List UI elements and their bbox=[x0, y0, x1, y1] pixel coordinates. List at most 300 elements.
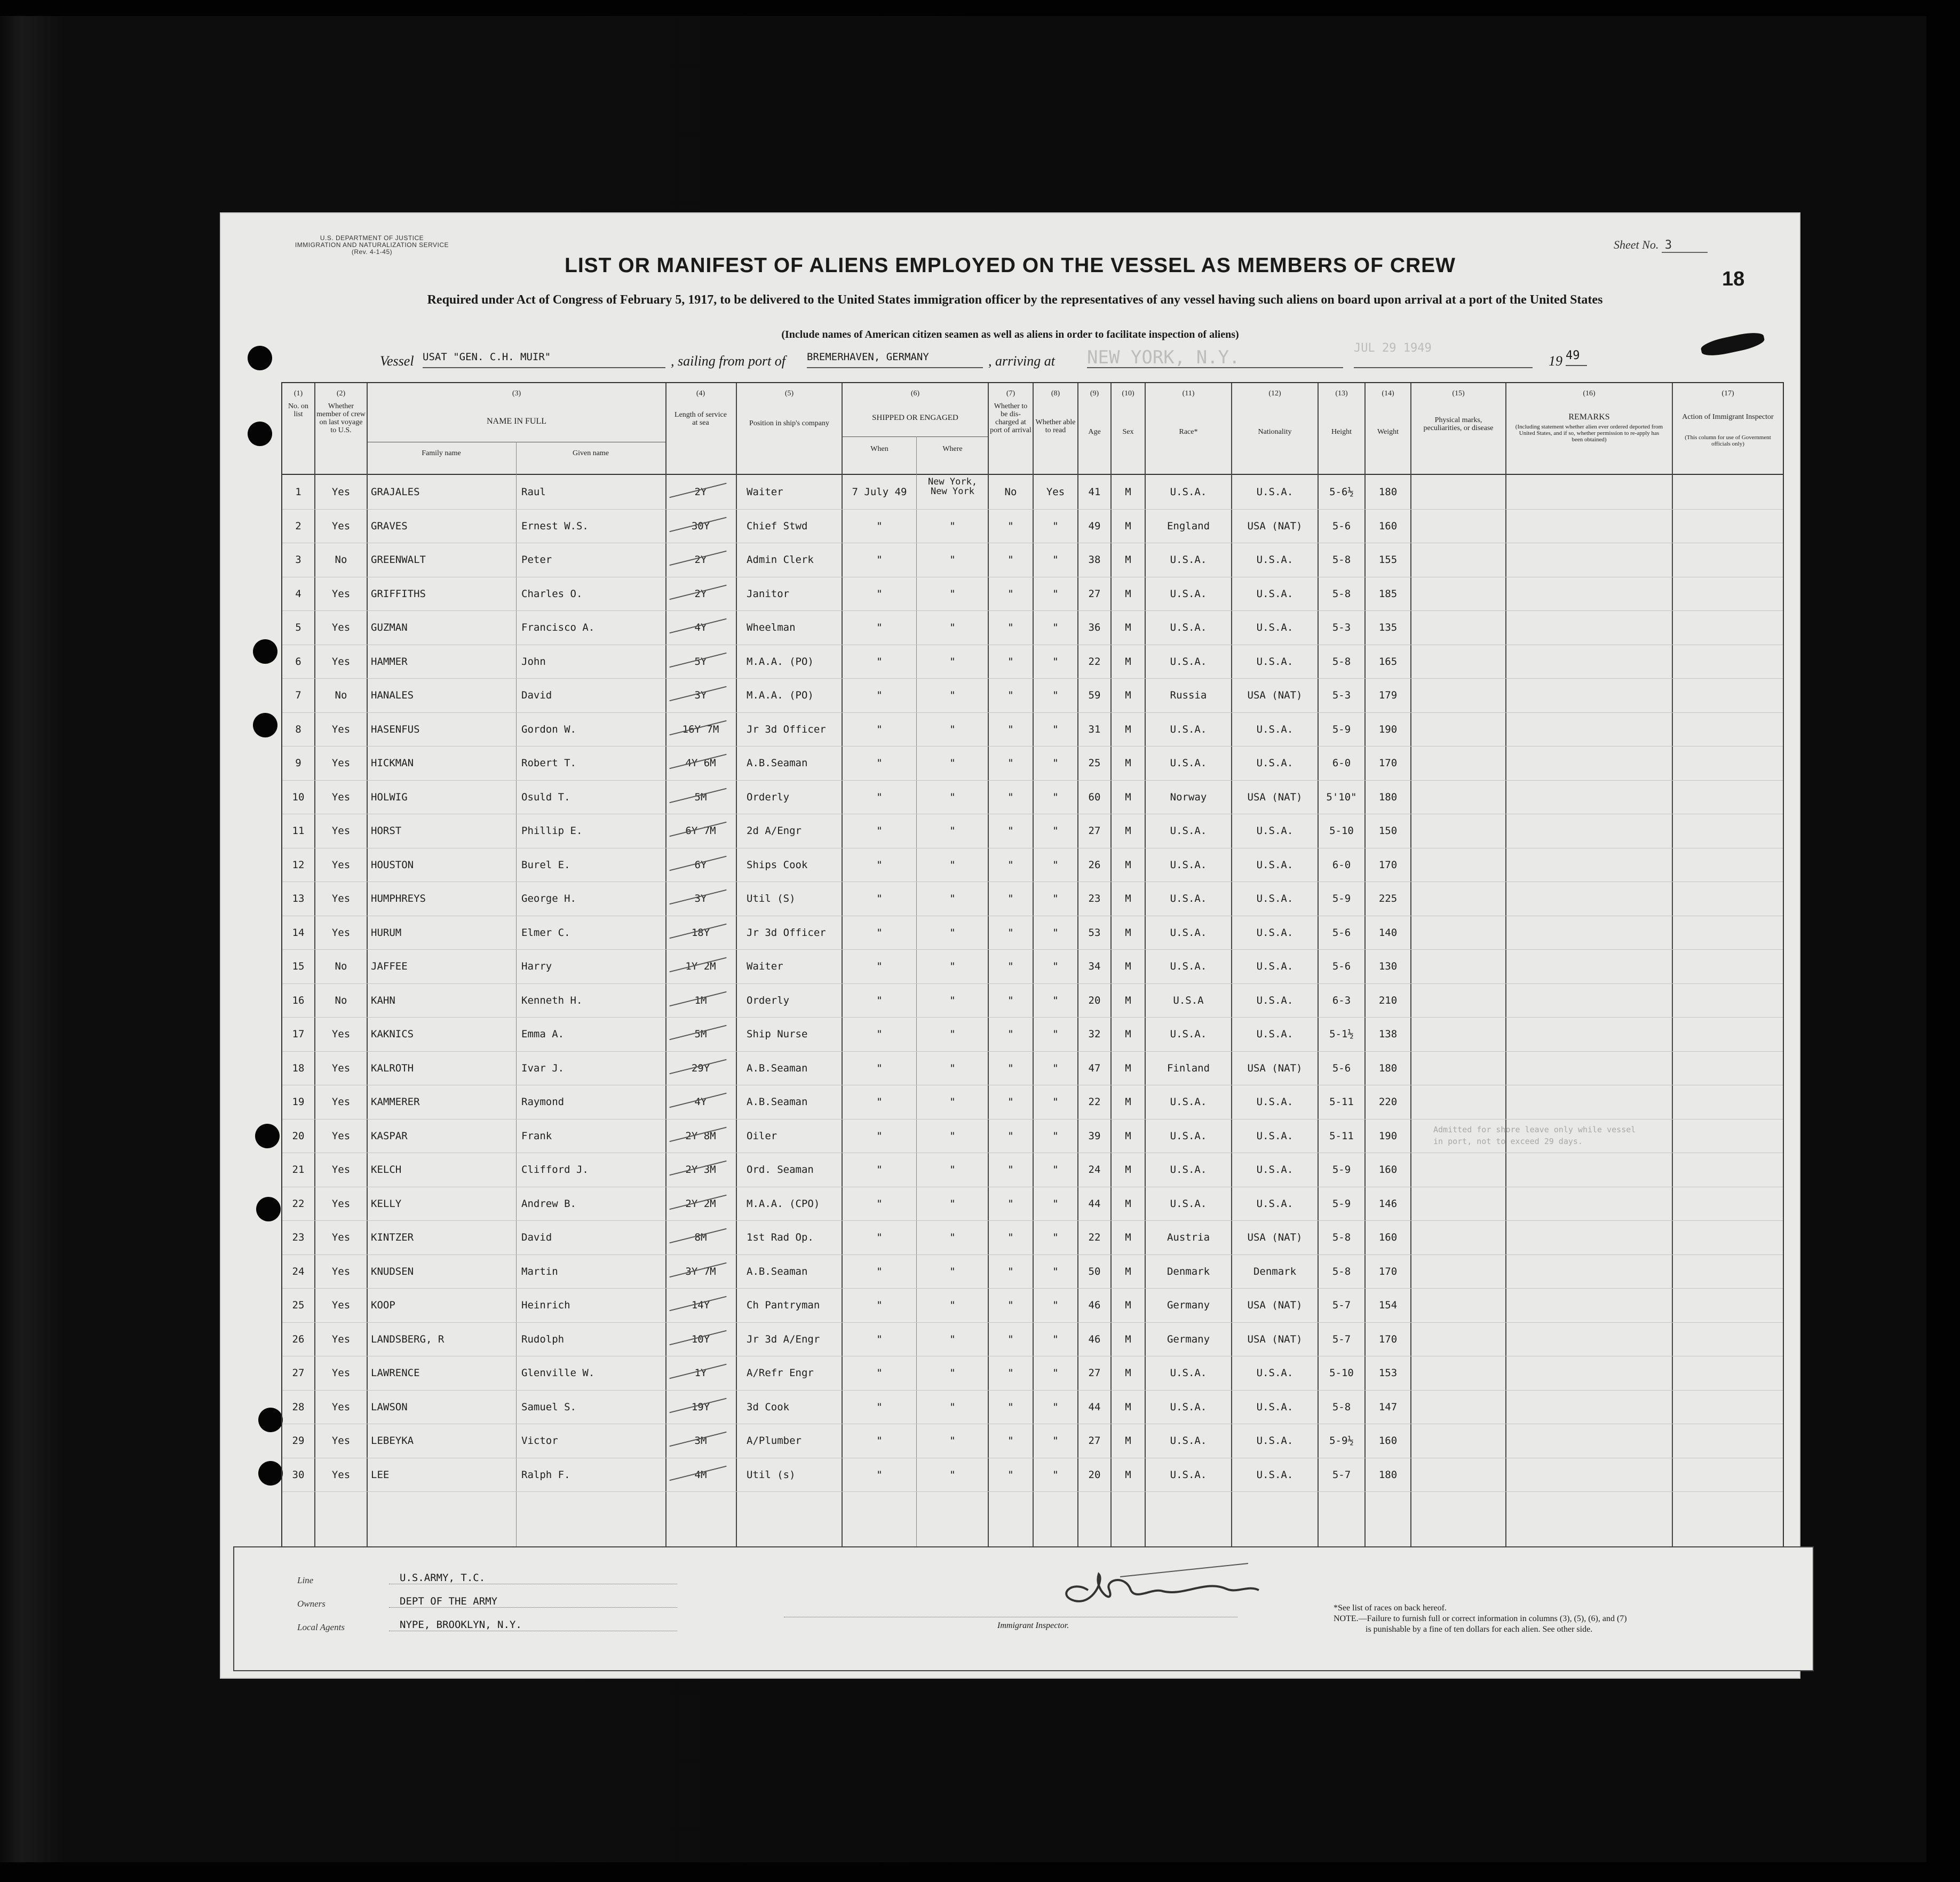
nationality-cell: U.S.A. bbox=[1256, 1367, 1294, 1379]
line-value: U.S.ARMY, T.C. bbox=[389, 1572, 677, 1584]
row-number-cell: 6 bbox=[295, 655, 301, 668]
race-cell: Germany bbox=[1167, 1333, 1210, 1345]
shipped-where-cell: " bbox=[949, 1232, 956, 1243]
shipped-where-cell: " bbox=[949, 1028, 956, 1040]
local-agents-label: Local Agents bbox=[297, 1622, 345, 1632]
age-cell: 22 bbox=[1088, 1096, 1101, 1108]
col-2-number: (2) bbox=[336, 390, 346, 398]
punch-hole bbox=[248, 346, 272, 370]
discharged-cell: " bbox=[1007, 655, 1014, 668]
shipped-where-cell: " bbox=[949, 994, 956, 1006]
race-cell: U.S.A. bbox=[1170, 893, 1207, 904]
weight-cell: 150 bbox=[1378, 825, 1398, 837]
shipped-when-cell: " bbox=[876, 757, 883, 769]
weight-cell: 138 bbox=[1378, 1028, 1398, 1040]
col-16-header: REMARKS bbox=[1568, 412, 1610, 422]
last-voyage-cell: Yes bbox=[331, 1367, 351, 1379]
shipped-where-cell: " bbox=[949, 960, 956, 972]
arriving-label: , arriving at bbox=[988, 353, 1055, 369]
race-cell: U.S.A. bbox=[1170, 859, 1207, 871]
row-number-cell: 16 bbox=[292, 994, 305, 1006]
nationality-cell: U.S.A. bbox=[1256, 1130, 1294, 1142]
discharged-cell: " bbox=[1007, 1164, 1014, 1176]
length-of-service-cell: 29Y bbox=[691, 1062, 710, 1074]
position-cell: Jr 3d A/Engr bbox=[747, 1333, 820, 1345]
table-row bbox=[282, 610, 1783, 645]
manifest-sheet bbox=[220, 212, 1800, 1679]
table-row bbox=[282, 1085, 1783, 1119]
position-cell: A/Plumber bbox=[747, 1435, 802, 1447]
weight-cell: 179 bbox=[1378, 689, 1398, 701]
nationality-cell: USA (NAT) bbox=[1247, 1062, 1303, 1074]
family-name-cell: KALROTH bbox=[371, 1062, 414, 1074]
age-cell: 44 bbox=[1088, 1197, 1101, 1210]
race-cell: U.S.A bbox=[1173, 994, 1204, 1006]
shipped-where-cell: " bbox=[949, 723, 956, 735]
remarks-stamp: Admitted for shore leave only while vessel in port, not to exceed 29 days. bbox=[1433, 1125, 1636, 1146]
length-of-service-cell: 10Y bbox=[691, 1333, 710, 1345]
length-of-service-cell: 1Y bbox=[694, 1367, 707, 1379]
height-cell: 5-8 bbox=[1332, 554, 1351, 566]
sex-cell: M bbox=[1125, 1232, 1131, 1243]
family-name-cell: KAKNICS bbox=[371, 1028, 414, 1040]
shipped-where-cell: " bbox=[949, 859, 956, 871]
shipped-where-cell: " bbox=[949, 1435, 956, 1447]
race-cell: U.S.A. bbox=[1170, 1401, 1207, 1413]
line-label: Line bbox=[297, 1575, 314, 1585]
row-number-cell: 2 bbox=[295, 520, 301, 532]
given-name-cell: Clifford J. bbox=[521, 1164, 589, 1176]
able-to-read-cell: " bbox=[1052, 757, 1059, 769]
weight-cell: 190 bbox=[1378, 1130, 1398, 1142]
nationality-cell: U.S.A. bbox=[1256, 655, 1294, 668]
able-to-read-cell: " bbox=[1052, 1333, 1059, 1345]
col-16-subheader: (Including statement whether alien ever ordered deported from United States, and if so, whether permission to re-apply has been obtained) bbox=[1515, 424, 1663, 443]
shipped-when-cell: " bbox=[876, 1367, 883, 1379]
race-cell: U.S.A. bbox=[1170, 587, 1207, 600]
age-cell: 38 bbox=[1088, 554, 1101, 566]
able-to-read-cell: " bbox=[1052, 926, 1059, 939]
inspector-label: Immigrant Inspector. bbox=[997, 1621, 1069, 1630]
length-of-service-cell: 8M bbox=[694, 1232, 707, 1243]
arrival-date-stamp: JUL 29 1949 bbox=[1354, 342, 1533, 368]
given-name-cell: Gordon W. bbox=[521, 723, 576, 735]
sex-cell: M bbox=[1125, 1265, 1131, 1277]
shipped-when-cell: " bbox=[876, 587, 883, 600]
col-13-header: Height bbox=[1331, 428, 1352, 436]
race-cell: England bbox=[1167, 520, 1210, 532]
shipped-where-cell: " bbox=[949, 622, 956, 633]
col-8-number: (8) bbox=[1051, 390, 1060, 398]
row-number-cell: 23 bbox=[292, 1232, 305, 1243]
discharged-cell: " bbox=[1007, 1435, 1014, 1447]
punch-hole bbox=[253, 713, 277, 737]
nationality-cell: U.S.A. bbox=[1256, 960, 1294, 972]
height-cell: 5-8 bbox=[1332, 655, 1351, 668]
able-to-read-cell: " bbox=[1052, 1232, 1059, 1243]
nationality-cell: U.S.A. bbox=[1256, 1197, 1294, 1210]
age-cell: 49 bbox=[1088, 520, 1101, 532]
table-row bbox=[282, 1220, 1783, 1255]
col-17-number: (17) bbox=[1721, 390, 1734, 398]
position-cell: Ch Pantryman bbox=[747, 1299, 820, 1311]
age-cell: 50 bbox=[1088, 1265, 1101, 1277]
shipped-when-cell: " bbox=[876, 1401, 883, 1413]
height-cell: 5-6 bbox=[1332, 520, 1351, 532]
nationality-cell: USA (NAT) bbox=[1247, 1333, 1303, 1345]
length-of-service-cell: 4Y 6M bbox=[685, 757, 716, 769]
shipped-where-cell: " bbox=[949, 1130, 956, 1142]
shipped-where-cell: " bbox=[949, 554, 956, 566]
given-name-cell: Andrew B. bbox=[521, 1197, 576, 1210]
given-name-cell: Raymond bbox=[521, 1096, 565, 1108]
height-cell: 5-9 bbox=[1332, 1197, 1351, 1210]
length-of-service-cell: 3Y 7M bbox=[685, 1265, 716, 1277]
last-voyage-cell: Yes bbox=[331, 1299, 351, 1311]
col-5-header: Position in ship's company bbox=[749, 419, 829, 427]
given-name-cell: Samuel S. bbox=[521, 1401, 576, 1413]
weight-cell: 190 bbox=[1378, 723, 1398, 735]
sex-cell: M bbox=[1125, 1062, 1131, 1074]
position-cell: A.B.Seaman bbox=[747, 1265, 808, 1277]
punch-hole bbox=[256, 1197, 281, 1221]
family-name-cell: KINTZER bbox=[371, 1232, 414, 1243]
col-9-number: (9) bbox=[1090, 390, 1099, 398]
shipped-when-cell: " bbox=[876, 791, 883, 803]
nationality-cell: U.S.A. bbox=[1256, 893, 1294, 904]
row-number-cell: 4 bbox=[295, 587, 301, 600]
nationality-cell: USA (NAT) bbox=[1247, 1299, 1303, 1311]
table-row bbox=[282, 543, 1783, 577]
last-voyage-cell: Yes bbox=[331, 825, 351, 837]
height-cell: 6-0 bbox=[1332, 757, 1351, 769]
height-cell: 5-3 bbox=[1332, 622, 1351, 633]
race-cell: U.S.A. bbox=[1170, 960, 1207, 972]
age-cell: 25 bbox=[1088, 757, 1101, 769]
family-name-cell: HUMPHREYS bbox=[371, 893, 426, 904]
table-row bbox=[282, 1322, 1783, 1357]
weight-cell: 210 bbox=[1378, 994, 1398, 1006]
weight-cell: 130 bbox=[1378, 960, 1398, 972]
discharged-cell: " bbox=[1007, 757, 1014, 769]
height-cell: 5-10 bbox=[1329, 825, 1354, 837]
weight-cell: 147 bbox=[1378, 1401, 1398, 1413]
crew-table bbox=[281, 382, 1784, 1547]
row-number-cell: 26 bbox=[292, 1333, 305, 1345]
table-row bbox=[282, 1187, 1783, 1221]
sex-cell: M bbox=[1125, 486, 1131, 498]
last-voyage-cell: No bbox=[335, 689, 347, 701]
row-number-cell: 3 bbox=[295, 554, 301, 566]
nationality-cell: U.S.A. bbox=[1256, 622, 1294, 633]
sex-cell: M bbox=[1125, 1468, 1131, 1481]
table-row bbox=[282, 848, 1783, 883]
able-to-read-cell: " bbox=[1052, 825, 1059, 837]
position-cell: Ships Cook bbox=[747, 859, 808, 871]
name-subcolumn-divider bbox=[516, 442, 517, 474]
sex-cell: M bbox=[1125, 1096, 1131, 1108]
length-of-service-cell: 30Y bbox=[691, 520, 710, 532]
col-14-number: (14) bbox=[1382, 390, 1394, 398]
race-cell: Finland bbox=[1167, 1062, 1210, 1074]
nationality-cell: U.S.A. bbox=[1256, 554, 1294, 566]
table-row bbox=[282, 814, 1783, 848]
able-to-read-cell: " bbox=[1052, 1028, 1059, 1040]
table-row bbox=[282, 678, 1783, 713]
table-row bbox=[282, 1458, 1783, 1492]
discharged-cell: " bbox=[1007, 1367, 1014, 1379]
age-cell: 46 bbox=[1088, 1333, 1101, 1345]
table-row bbox=[282, 1051, 1783, 1086]
weight-cell: 160 bbox=[1378, 520, 1398, 532]
shipped-header-divider bbox=[843, 436, 988, 437]
race-cell: U.S.A. bbox=[1170, 655, 1207, 668]
discharged-cell: " bbox=[1007, 791, 1014, 803]
table-row bbox=[282, 645, 1783, 679]
position-cell: Ship Nurse bbox=[747, 1028, 808, 1040]
given-name-cell: Victor bbox=[521, 1435, 558, 1447]
discharged-cell: " bbox=[1007, 893, 1014, 904]
shipped-when-cell: " bbox=[876, 1435, 883, 1447]
nationality-cell: U.S.A. bbox=[1256, 1028, 1294, 1040]
discharged-cell: " bbox=[1007, 520, 1014, 532]
age-cell: 24 bbox=[1088, 1164, 1101, 1176]
family-name-cell: GREENWALT bbox=[371, 554, 426, 566]
last-voyage-cell: Yes bbox=[331, 757, 351, 769]
family-name-cell: GRIFFITHS bbox=[371, 587, 426, 600]
race-cell: Denmark bbox=[1167, 1265, 1210, 1277]
table-row bbox=[282, 983, 1783, 1018]
col-4-header: Length of service at sea bbox=[675, 411, 727, 427]
position-cell: 1st Rad Op. bbox=[747, 1232, 814, 1243]
punch-hole bbox=[258, 1408, 283, 1432]
able-to-read-cell: Yes bbox=[1046, 486, 1065, 498]
given-name-cell: Ernest W.S. bbox=[521, 520, 589, 532]
length-of-service-cell: 2Y bbox=[694, 554, 707, 566]
discharged-cell: " bbox=[1007, 1062, 1014, 1074]
height-cell: 5-1½ bbox=[1329, 1028, 1354, 1040]
table-row bbox=[282, 1017, 1783, 1052]
shipped-where-cell: " bbox=[949, 1062, 956, 1074]
sex-cell: M bbox=[1125, 825, 1131, 837]
nationality-cell: U.S.A. bbox=[1256, 587, 1294, 600]
able-to-read-cell: " bbox=[1052, 689, 1059, 701]
position-cell: Admin Clerk bbox=[747, 554, 814, 566]
family-name-cell: HASENFUS bbox=[371, 723, 420, 735]
able-to-read-cell: " bbox=[1052, 1062, 1059, 1074]
shipped-where-cell: New York, New York bbox=[927, 477, 978, 497]
col-6-header: SHIPPED OR ENGAGED bbox=[872, 414, 958, 422]
race-cell: U.S.A. bbox=[1170, 486, 1207, 498]
owners-label: Owners bbox=[297, 1599, 326, 1609]
row-number-cell: 27 bbox=[292, 1367, 305, 1379]
weight-cell: 135 bbox=[1378, 622, 1398, 633]
sex-cell: M bbox=[1125, 1367, 1131, 1379]
col-16-number: (16) bbox=[1583, 390, 1596, 398]
footer-notes bbox=[1334, 1603, 1627, 1635]
position-cell: 3d Cook bbox=[747, 1401, 790, 1413]
given-name-cell: Raul bbox=[521, 486, 546, 498]
discharged-cell: " bbox=[1007, 554, 1014, 566]
sex-cell: M bbox=[1125, 1130, 1131, 1142]
position-cell: 2d A/Engr bbox=[747, 825, 802, 837]
shipped-when-header: When bbox=[870, 445, 888, 453]
length-of-service-cell: 6Y bbox=[694, 859, 707, 871]
nationality-cell: U.S.A. bbox=[1256, 486, 1294, 498]
position-cell: M.A.A. (PO) bbox=[747, 689, 814, 701]
height-cell: 5-7 bbox=[1332, 1468, 1351, 1481]
table-row bbox=[282, 475, 1783, 510]
height-cell: 5-11 bbox=[1329, 1096, 1354, 1108]
able-to-read-cell: " bbox=[1052, 960, 1059, 972]
able-to-read-cell: " bbox=[1052, 1164, 1059, 1176]
voyage-line bbox=[380, 342, 1794, 375]
owners-value: DEPT OF THE ARMY bbox=[389, 1595, 677, 1608]
length-of-service-cell: 5M bbox=[694, 1028, 707, 1040]
row-number-cell: 21 bbox=[292, 1164, 305, 1176]
footer-note-races: *See list of races on back hereof. bbox=[1334, 1603, 1447, 1613]
length-of-service-cell: 5M bbox=[694, 791, 707, 803]
col-6-number: (6) bbox=[910, 390, 920, 398]
row-number-cell: 19 bbox=[292, 1096, 305, 1108]
discharged-cell: " bbox=[1007, 1197, 1014, 1210]
row-number-cell: 9 bbox=[295, 757, 301, 769]
vessel-name: USAT "GEN. C.H. MUIR" bbox=[423, 351, 665, 368]
height-cell: 5-8 bbox=[1332, 587, 1351, 600]
col-15-number: (15) bbox=[1452, 390, 1465, 398]
given-name-cell: Phillip E. bbox=[521, 825, 583, 837]
shipped-when-cell: " bbox=[876, 1197, 883, 1210]
weight-cell: 170 bbox=[1378, 859, 1398, 871]
shipped-when-cell: " bbox=[876, 994, 883, 1006]
race-cell: U.S.A. bbox=[1170, 622, 1207, 633]
age-cell: 27 bbox=[1088, 587, 1101, 600]
sex-cell: M bbox=[1125, 554, 1131, 566]
shipped-when-cell: " bbox=[876, 655, 883, 668]
height-cell: 5-9 bbox=[1332, 1164, 1351, 1176]
family-name-cell: GRAVES bbox=[371, 520, 408, 532]
age-cell: 34 bbox=[1088, 960, 1101, 972]
height-cell: 5-8 bbox=[1332, 1265, 1351, 1277]
shipped-where-cell: " bbox=[949, 1299, 956, 1311]
given-name-cell: Ralph F. bbox=[521, 1468, 570, 1481]
age-cell: 22 bbox=[1088, 1232, 1101, 1243]
last-voyage-cell: Yes bbox=[331, 655, 351, 668]
weight-cell: 180 bbox=[1378, 486, 1398, 498]
arriving-at: NEW YORK, N.Y. bbox=[1087, 347, 1343, 368]
row-number-cell: 29 bbox=[292, 1435, 305, 1447]
last-voyage-cell: Yes bbox=[331, 1435, 351, 1447]
nationality-cell: USA (NAT) bbox=[1247, 791, 1303, 803]
col-7-header: Whether to be dis-charged at port of arrival bbox=[990, 402, 1031, 434]
age-cell: 27 bbox=[1088, 825, 1101, 837]
shipped-where-cell: " bbox=[949, 825, 956, 837]
table-row bbox=[282, 780, 1783, 815]
race-cell: U.S.A. bbox=[1170, 554, 1207, 566]
row-number-cell: 1 bbox=[295, 486, 301, 498]
age-cell: 27 bbox=[1088, 1435, 1101, 1447]
discharged-cell: " bbox=[1007, 1333, 1014, 1345]
shipped-where-cell: " bbox=[949, 1401, 956, 1413]
last-voyage-cell: No bbox=[335, 960, 347, 972]
table-row bbox=[282, 509, 1783, 544]
height-cell: 5-6 bbox=[1332, 1062, 1351, 1074]
weight-cell: 160 bbox=[1378, 1435, 1398, 1447]
nationality-cell: U.S.A. bbox=[1256, 1435, 1294, 1447]
nationality-cell: U.S.A. bbox=[1256, 994, 1294, 1006]
sex-cell: M bbox=[1125, 960, 1131, 972]
race-cell: U.S.A. bbox=[1170, 757, 1207, 769]
position-cell: A/Refr Engr bbox=[747, 1367, 814, 1379]
punch-hole bbox=[258, 1461, 283, 1486]
able-to-read-cell: " bbox=[1052, 1096, 1059, 1108]
nationality-cell: U.S.A. bbox=[1256, 757, 1294, 769]
punch-hole bbox=[255, 1124, 280, 1148]
given-name-cell: Elmer C. bbox=[521, 926, 570, 939]
col-17-subheader: (This column for use of Government officials only) bbox=[1685, 434, 1771, 447]
document-title: LIST OR MANIFEST OF ALIENS EMPLOYED ON THE VESSEL AS MEMBERS OF CREW bbox=[565, 254, 1456, 277]
length-of-service-cell: 2Y 8M bbox=[685, 1130, 716, 1142]
weight-cell: 170 bbox=[1378, 1265, 1398, 1277]
footer-note-penalty-cont: is punishable by a fine of ten dollars for each alien. See other side. bbox=[1366, 1625, 1593, 1634]
family-name-cell: KAMMERER bbox=[371, 1096, 420, 1108]
col-1-number: (1) bbox=[293, 390, 303, 398]
weight-cell: 140 bbox=[1378, 926, 1398, 939]
discharged-cell: " bbox=[1007, 1232, 1014, 1243]
row-number-cell: 18 bbox=[292, 1062, 305, 1074]
inspector-signature bbox=[1024, 1558, 1323, 1617]
nationality-cell: USA (NAT) bbox=[1247, 1232, 1303, 1243]
nationality-cell: U.S.A. bbox=[1256, 926, 1294, 939]
shipped-where-cell: " bbox=[949, 1333, 956, 1345]
shipped-where-cell: " bbox=[949, 791, 956, 803]
sailing-from: BREMERHAVEN, GERMANY bbox=[807, 351, 983, 368]
family-name-cell: HOLWIG bbox=[371, 791, 408, 803]
col-17-header: Action of Immigrant Inspector bbox=[1682, 413, 1774, 421]
discharged-cell: " bbox=[1007, 1401, 1014, 1413]
family-name-cell: KOOP bbox=[371, 1299, 395, 1311]
agency-header bbox=[287, 235, 457, 256]
table-row bbox=[282, 1424, 1783, 1458]
shipped-when-cell: " bbox=[876, 926, 883, 939]
length-of-service-cell: 2Y bbox=[694, 486, 707, 498]
height-cell: 5-6 bbox=[1332, 960, 1351, 972]
row-number-cell: 28 bbox=[292, 1401, 305, 1413]
age-cell: 41 bbox=[1088, 486, 1101, 498]
shipped-where-cell: " bbox=[949, 520, 956, 532]
nationality-cell: U.S.A. bbox=[1256, 1468, 1294, 1481]
table-row bbox=[282, 746, 1783, 781]
able-to-read-cell: " bbox=[1052, 994, 1059, 1006]
shipped-where-cell: " bbox=[949, 893, 956, 904]
position-cell: Wheelman bbox=[747, 622, 796, 633]
height-cell: 5-10 bbox=[1329, 1367, 1354, 1379]
weight-cell: 180 bbox=[1378, 1468, 1398, 1481]
discharged-cell: " bbox=[1007, 723, 1014, 735]
position-cell: M.A.A. (PO) bbox=[747, 655, 814, 668]
discharged-cell: " bbox=[1007, 1130, 1014, 1142]
given-name-cell: Martin bbox=[521, 1265, 558, 1277]
document-subtitle: Required under Act of Congress of February 5, 1917, to be delivered to the United States immigration officer by the representatives of any vessel having such aliens on board upon arrival at a port of the United States bbox=[427, 293, 1603, 307]
last-voyage-cell: Yes bbox=[331, 1401, 351, 1413]
family-name-header: Family name bbox=[422, 449, 461, 457]
able-to-read-cell: " bbox=[1052, 655, 1059, 668]
last-voyage-cell: Yes bbox=[331, 723, 351, 735]
race-cell: U.S.A. bbox=[1170, 1197, 1207, 1210]
family-name-cell: KNUDSEN bbox=[371, 1265, 414, 1277]
shipped-when-cell: " bbox=[876, 622, 883, 633]
able-to-read-cell: " bbox=[1052, 554, 1059, 566]
